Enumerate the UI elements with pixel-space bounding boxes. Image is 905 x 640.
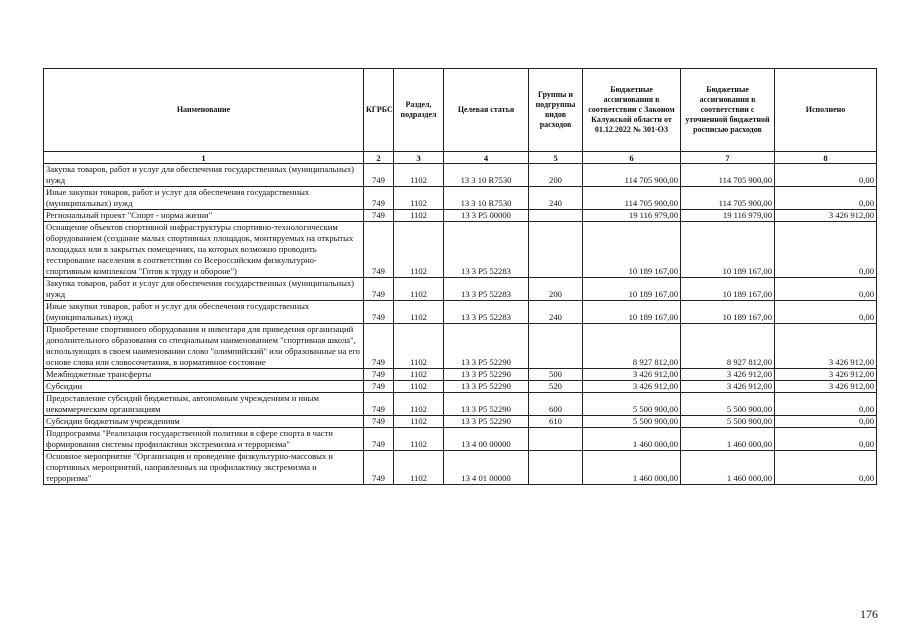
cell-refined: 5 500 900,00 <box>681 416 775 428</box>
table-row <box>44 381 877 393</box>
cell-executed: 0,00 <box>775 278 877 301</box>
cell-executed: 0,00 <box>775 222 877 278</box>
cell-group <box>529 428 583 451</box>
cell-section: 1102 <box>394 428 444 451</box>
cell-target: 13 3 P5 52290 <box>444 393 529 416</box>
column-number: 2 <box>364 152 394 164</box>
cell-section: 1102 <box>394 187 444 210</box>
cell-law: 10 189 167,00 <box>583 222 681 278</box>
column-number: 1 <box>44 152 364 164</box>
cell-target: 13 3 P5 52290 <box>444 369 529 381</box>
cell-refined: 10 189 167,00 <box>681 278 775 301</box>
cell-name: Иные закупки товаров, работ и услуг для обеспечения государственных (муниципальных) нужд <box>44 187 364 210</box>
column-number-row <box>44 152 877 164</box>
cell-law: 3 426 912,00 <box>583 381 681 393</box>
cell-refined: 3 426 912,00 <box>681 381 775 393</box>
table-row <box>44 451 877 485</box>
cell-kgrbs: 749 <box>364 301 394 324</box>
cell-target: 13 3 P5 00000 <box>444 210 529 222</box>
cell-section: 1102 <box>394 369 444 381</box>
cell-section: 1102 <box>394 451 444 485</box>
table-row <box>44 278 877 301</box>
cell-law: 19 116 979,00 <box>583 210 681 222</box>
cell-name: Основное мероприятие "Организация и проведение физкультурно-массовых и спортивных мероприятий, направленных на профилактику экстремизма и терроризма" <box>44 451 364 485</box>
cell-group <box>529 222 583 278</box>
cell-section: 1102 <box>394 381 444 393</box>
cell-law: 8 927 812,00 <box>583 324 681 369</box>
header-section: Раздел, подраздел <box>394 69 444 152</box>
cell-group: 200 <box>529 164 583 187</box>
cell-section: 1102 <box>394 164 444 187</box>
cell-executed: 0,00 <box>775 187 877 210</box>
cell-name: Предоставление субсидий бюджетным, автономным учреждениям и иным некоммерческим организациям <box>44 393 364 416</box>
cell-name: Оснащение объектов спортивной инфраструктуры спортивно-технологическим оборудованием (создание малых спортивных площадок, монтируемых на открытых площадках или в закрытых помещениях, на которых возможно проводить тестирование населения в соответствии со Всероссийским физкультурно-спортивным комплексом "Готов к труду и обороне") <box>44 222 364 278</box>
cell-law: 10 189 167,00 <box>583 278 681 301</box>
cell-kgrbs: 749 <box>364 428 394 451</box>
header-executed: Исполнено <box>775 69 877 152</box>
cell-section: 1102 <box>394 393 444 416</box>
table-row <box>44 210 877 222</box>
cell-group: 610 <box>529 416 583 428</box>
cell-name: Субсидии бюджетным учреждениям <box>44 416 364 428</box>
cell-executed: 3 426 912,00 <box>775 324 877 369</box>
cell-executed: 0,00 <box>775 416 877 428</box>
cell-target: 13 3 P5 52283 <box>444 222 529 278</box>
cell-kgrbs: 749 <box>364 164 394 187</box>
cell-name: Иные закупки товаров, работ и услуг для обеспечения государственных (муниципальных) нужд <box>44 301 364 324</box>
cell-section: 1102 <box>394 222 444 278</box>
header-groups: Группы и подгруппы видов расходов <box>529 69 583 152</box>
column-number: 7 <box>681 152 775 164</box>
column-number: 8 <box>775 152 877 164</box>
cell-refined: 19 116 979,00 <box>681 210 775 222</box>
table-body <box>44 164 877 485</box>
cell-target: 13 3 P5 52290 <box>444 381 529 393</box>
cell-group <box>529 451 583 485</box>
header-name: Наименование <box>44 69 364 152</box>
cell-target: 13 3 10 R7530 <box>444 164 529 187</box>
cell-executed: 0,00 <box>775 428 877 451</box>
cell-law: 10 189 167,00 <box>583 301 681 324</box>
cell-target: 13 3 10 R7530 <box>444 187 529 210</box>
column-number: 3 <box>394 152 444 164</box>
cell-law: 114 705 900,00 <box>583 164 681 187</box>
cell-target: 13 4 01 00000 <box>444 451 529 485</box>
cell-kgrbs: 749 <box>364 381 394 393</box>
cell-law: 1 460 000,00 <box>583 428 681 451</box>
cell-kgrbs: 749 <box>364 369 394 381</box>
cell-name: Закупка товаров, работ и услуг для обеспечения государственных (муниципальных) нужд <box>44 278 364 301</box>
cell-refined: 114 705 900,00 <box>681 187 775 210</box>
cell-name: Межбюджетные трансферты <box>44 369 364 381</box>
cell-target: 13 4 00 00000 <box>444 428 529 451</box>
header-kgrbs: КГРБС <box>364 69 394 152</box>
cell-kgrbs: 749 <box>364 324 394 369</box>
cell-target: 13 3 P5 52290 <box>444 416 529 428</box>
cell-section: 1102 <box>394 301 444 324</box>
table-row <box>44 393 877 416</box>
cell-target: 13 3 P5 52283 <box>444 278 529 301</box>
cell-target: 13 3 P5 52290 <box>444 324 529 369</box>
cell-name: Региональный проект "Спорт - норма жизни" <box>44 210 364 222</box>
cell-refined: 10 189 167,00 <box>681 301 775 324</box>
cell-law: 5 500 900,00 <box>583 416 681 428</box>
header-row <box>44 69 877 152</box>
cell-name: Субсидии <box>44 381 364 393</box>
cell-section: 1102 <box>394 210 444 222</box>
cell-executed: 3 426 912,00 <box>775 210 877 222</box>
cell-kgrbs: 749 <box>364 222 394 278</box>
cell-kgrbs: 749 <box>364 187 394 210</box>
page-number: 176 <box>860 607 878 621</box>
cell-executed: 0,00 <box>775 301 877 324</box>
cell-refined: 1 460 000,00 <box>681 428 775 451</box>
table-row <box>44 164 877 187</box>
cell-law: 1 460 000,00 <box>583 451 681 485</box>
table-row <box>44 301 877 324</box>
cell-section: 1102 <box>394 416 444 428</box>
cell-refined: 5 500 900,00 <box>681 393 775 416</box>
cell-kgrbs: 749 <box>364 278 394 301</box>
cell-executed: 3 426 912,00 <box>775 369 877 381</box>
cell-group <box>529 210 583 222</box>
header-refined: Бюджетные ассигнования в соответствии с уточненной бюджетной росписью расходов <box>681 69 775 152</box>
cell-group: 520 <box>529 381 583 393</box>
cell-executed: 3 426 912,00 <box>775 381 877 393</box>
cell-group: 500 <box>529 369 583 381</box>
cell-kgrbs: 749 <box>364 393 394 416</box>
table-row <box>44 222 877 278</box>
column-number: 5 <box>529 152 583 164</box>
column-number: 6 <box>583 152 681 164</box>
cell-kgrbs: 749 <box>364 210 394 222</box>
header-law: Бюджетные ассигнования в соответствии с Законом Калужской области от 01.12.2022 № 301-ОЗ <box>583 69 681 152</box>
cell-law: 3 426 912,00 <box>583 369 681 381</box>
cell-refined: 3 426 912,00 <box>681 369 775 381</box>
cell-name: Закупка товаров, работ и услуг для обеспечения государственных (муниципальных) нужд <box>44 164 364 187</box>
cell-section: 1102 <box>394 324 444 369</box>
cell-executed: 0,00 <box>775 164 877 187</box>
cell-executed: 0,00 <box>775 393 877 416</box>
budget-table <box>43 68 877 485</box>
cell-name: Приобретение спортивного оборудования и инвентаря для приведения организаций дополнительного образования со специальным наименованием "спортивная школа", использующих в своем наименовании слово "олимпийский" или образованные на его основе слова или словосочетания, в нормативное состояние <box>44 324 364 369</box>
table-row <box>44 428 877 451</box>
cell-kgrbs: 749 <box>364 451 394 485</box>
cell-group: 600 <box>529 393 583 416</box>
cell-target: 13 3 P5 52283 <box>444 301 529 324</box>
cell-refined: 8 927 812,00 <box>681 324 775 369</box>
cell-group: 240 <box>529 301 583 324</box>
cell-name: Подпрограмма "Реализация государственной политики в сфере спорта в части формирования системы профилактики экстремизма и терроризма" <box>44 428 364 451</box>
cell-law: 5 500 900,00 <box>583 393 681 416</box>
cell-section: 1102 <box>394 278 444 301</box>
header-target: Целевая статья <box>444 69 529 152</box>
table-row <box>44 324 877 369</box>
table-row <box>44 416 877 428</box>
cell-refined: 10 189 167,00 <box>681 222 775 278</box>
cell-group: 240 <box>529 187 583 210</box>
cell-law: 114 705 900,00 <box>583 187 681 210</box>
table-row <box>44 187 877 210</box>
cell-kgrbs: 749 <box>364 416 394 428</box>
cell-group: 200 <box>529 278 583 301</box>
table-row <box>44 369 877 381</box>
cell-refined: 1 460 000,00 <box>681 451 775 485</box>
cell-group <box>529 324 583 369</box>
column-number: 4 <box>444 152 529 164</box>
cell-executed: 0,00 <box>775 451 877 485</box>
cell-refined: 114 705 900,00 <box>681 164 775 187</box>
